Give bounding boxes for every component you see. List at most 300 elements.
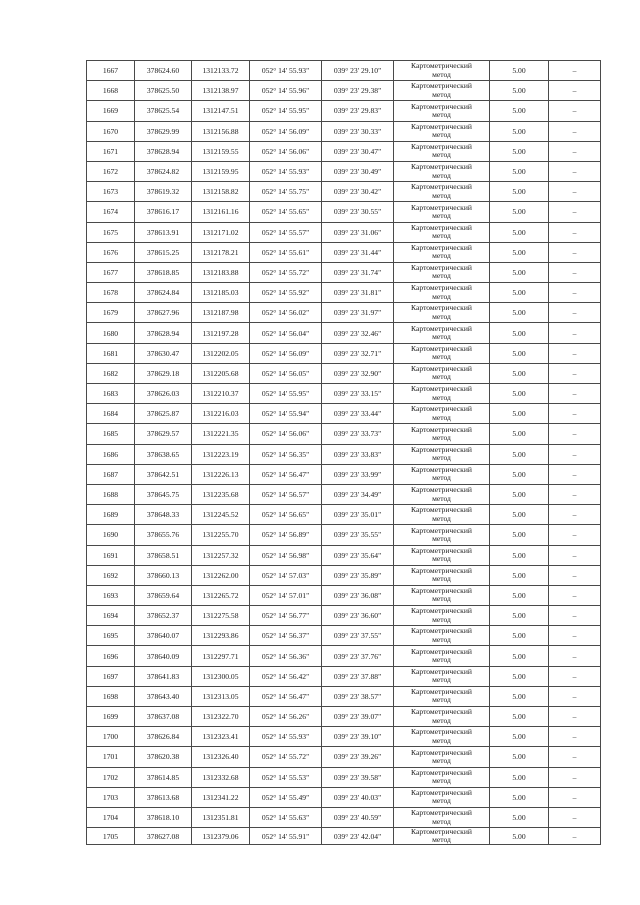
method-cell (394, 323, 490, 343)
latitude-cell: 052° 14' 55.63" (250, 807, 322, 827)
longitude-cell: 039° 23' 31.74" (322, 262, 394, 282)
method-line-2: метод (432, 816, 451, 826)
x-coordinate-cell: 378618.10 (135, 807, 192, 827)
point-number-cell: 1680 (87, 323, 135, 343)
method-cell (394, 222, 490, 242)
latitude-cell: 052° 14' 55.91" (250, 828, 322, 845)
method-cell (394, 565, 490, 585)
x-coordinate-cell: 378616.17 (135, 202, 192, 222)
x-coordinate-cell: 378629.99 (135, 121, 192, 141)
accuracy-cell: 5.00 (490, 525, 549, 545)
note-cell: – (549, 646, 601, 666)
table-row (87, 807, 601, 827)
x-coordinate-cell: 378624.60 (135, 61, 192, 81)
method-cell (394, 484, 490, 504)
point-number-cell: 1692 (87, 565, 135, 585)
note-cell: – (549, 202, 601, 222)
longitude-cell: 039° 23' 35.89" (322, 565, 394, 585)
method-cell (394, 646, 490, 666)
table-row (87, 81, 601, 101)
longitude-cell: 039° 23' 30.42" (322, 182, 394, 202)
method-line-1: Картометрический (411, 485, 472, 495)
point-number-cell: 1705 (87, 828, 135, 845)
x-coordinate-cell: 378627.96 (135, 303, 192, 323)
point-number-cell: 1682 (87, 363, 135, 383)
method-cell (394, 121, 490, 141)
y-coordinate-cell: 1312205.68 (192, 363, 250, 383)
longitude-cell: 039° 23' 35.55" (322, 525, 394, 545)
table-row (87, 606, 601, 626)
method-line-2: метод (432, 574, 451, 584)
point-number-cell: 1699 (87, 707, 135, 727)
table-row (87, 464, 601, 484)
method-line-1: Картометрический (411, 364, 472, 373)
longitude-cell: 039° 23' 42.04" (322, 828, 394, 845)
note-cell: – (549, 242, 601, 262)
method-line-1: Картометрический (411, 747, 472, 757)
method-line-1: Картометрический (411, 808, 472, 818)
accuracy-cell: 5.00 (490, 343, 549, 363)
note-cell: – (549, 767, 601, 787)
longitude-cell: 039° 23' 40.03" (322, 787, 394, 807)
table-row (87, 828, 601, 845)
note-cell: – (549, 343, 601, 363)
method-line-1: Картометрический (411, 444, 472, 454)
y-coordinate-cell: 1312223.19 (192, 444, 250, 464)
x-coordinate-cell: 378658.51 (135, 545, 192, 565)
table-row (87, 525, 601, 545)
x-coordinate-cell: 378624.84 (135, 283, 192, 303)
method-line-2: метод (432, 776, 451, 786)
method-line-2: метод (432, 291, 451, 301)
note-cell: – (549, 565, 601, 585)
latitude-cell: 052° 14' 55.72" (250, 747, 322, 767)
method-line-2: метод (432, 150, 451, 160)
y-coordinate-cell: 1312379.06 (192, 828, 250, 845)
point-number-cell: 1684 (87, 404, 135, 424)
method-line-1: Картометрический (411, 687, 472, 696)
accuracy-cell: 5.00 (490, 707, 549, 727)
y-coordinate-cell: 1312245.52 (192, 505, 250, 525)
table-row (87, 61, 601, 81)
method-line-1: Картометрический (411, 101, 472, 111)
method-line-2: метод (432, 89, 451, 99)
longitude-cell: 039° 23' 31.44" (322, 242, 394, 262)
point-number-cell: 1704 (87, 807, 135, 827)
x-coordinate-cell: 378625.87 (135, 404, 192, 424)
method-cell (394, 767, 490, 787)
y-coordinate-cell: 1312235.68 (192, 484, 250, 504)
longitude-cell: 039° 23' 32.90" (322, 363, 394, 383)
x-coordinate-cell: 378624.82 (135, 161, 192, 181)
table-row (87, 686, 601, 706)
x-coordinate-cell: 378659.64 (135, 585, 192, 605)
accuracy-cell: 5.00 (490, 384, 549, 404)
accuracy-cell: 5.00 (490, 626, 549, 646)
coordinates-table (86, 60, 601, 845)
latitude-cell: 052° 14' 56.37" (250, 626, 322, 646)
longitude-cell: 039° 23' 30.47" (322, 141, 394, 161)
point-number-cell: 1681 (87, 343, 135, 363)
table-row (87, 343, 601, 363)
point-number-cell: 1696 (87, 646, 135, 666)
longitude-cell: 039° 23' 29.38" (322, 81, 394, 101)
method-line-2: метод (432, 695, 451, 705)
accuracy-cell: 5.00 (490, 606, 549, 626)
method-cell (394, 444, 490, 464)
x-coordinate-cell: 378638.65 (135, 444, 192, 464)
longitude-cell: 039° 23' 34.49" (322, 484, 394, 504)
method-line-2: метод (432, 634, 451, 644)
accuracy-cell: 5.00 (490, 585, 549, 605)
accuracy-cell: 5.00 (490, 505, 549, 525)
method-line-2: метод (432, 675, 451, 685)
note-cell: – (549, 303, 601, 323)
method-cell (394, 262, 490, 282)
method-cell (394, 81, 490, 101)
note-cell: – (549, 807, 601, 827)
longitude-cell: 039° 23' 32.46" (322, 323, 394, 343)
accuracy-cell: 5.00 (490, 303, 549, 323)
accuracy-cell: 5.00 (490, 807, 549, 827)
method-line-1: Картометрический (411, 767, 472, 777)
method-line-2: метод (432, 392, 451, 402)
point-number-cell: 1686 (87, 444, 135, 464)
accuracy-cell: 5.00 (490, 727, 549, 747)
y-coordinate-cell: 1312257.32 (192, 545, 250, 565)
method-line-1: Картометрический (411, 141, 472, 151)
latitude-cell: 052° 14' 57.03" (250, 565, 322, 585)
table-row (87, 626, 601, 646)
note-cell: – (549, 727, 601, 747)
note-cell: – (549, 222, 601, 242)
method-line-1: Картометрический (411, 303, 472, 313)
accuracy-cell: 5.00 (490, 747, 549, 767)
y-coordinate-cell: 1312275.58 (192, 606, 250, 626)
table-row (87, 303, 601, 323)
y-coordinate-cell: 1312341.22 (192, 787, 250, 807)
y-coordinate-cell: 1312332.68 (192, 767, 250, 787)
accuracy-cell: 5.00 (490, 565, 549, 585)
x-coordinate-cell: 378628.94 (135, 141, 192, 161)
y-coordinate-cell: 1312226.13 (192, 464, 250, 484)
y-coordinate-cell: 1312158.82 (192, 182, 250, 202)
method-line-2: метод (432, 614, 451, 624)
latitude-cell: 052° 14' 55.95" (250, 101, 322, 121)
latitude-cell: 052° 14' 56.26" (250, 707, 322, 727)
y-coordinate-cell: 1312297.71 (192, 646, 250, 666)
note-cell: – (549, 505, 601, 525)
latitude-cell: 052° 14' 55.93" (250, 161, 322, 181)
note-cell: – (549, 666, 601, 686)
longitude-cell: 039° 23' 36.60" (322, 606, 394, 626)
note-cell: – (549, 707, 601, 727)
note-cell: – (549, 161, 601, 181)
method-line-2: метод (432, 594, 451, 604)
longitude-cell: 039° 23' 33.44" (322, 404, 394, 424)
x-coordinate-cell: 378648.33 (135, 505, 192, 525)
y-coordinate-cell: 1312159.55 (192, 141, 250, 161)
method-line-1: Картометрический (411, 343, 472, 353)
accuracy-cell: 5.00 (490, 262, 549, 282)
note-cell: – (549, 182, 601, 202)
longitude-cell: 039° 23' 35.64" (322, 545, 394, 565)
x-coordinate-cell: 378655.76 (135, 525, 192, 545)
method-line-2: метод (432, 755, 451, 765)
accuracy-cell: 5.00 (490, 323, 549, 343)
y-coordinate-cell: 1312323.41 (192, 727, 250, 747)
table-row (87, 101, 601, 121)
point-number-cell: 1675 (87, 222, 135, 242)
method-cell (394, 283, 490, 303)
longitude-cell: 039° 23' 39.07" (322, 707, 394, 727)
table-row (87, 545, 601, 565)
longitude-cell: 039° 23' 39.58" (322, 767, 394, 787)
point-number-cell: 1671 (87, 141, 135, 161)
point-number-cell: 1691 (87, 545, 135, 565)
method-line-2: метод (432, 432, 451, 442)
y-coordinate-cell: 1312159.95 (192, 161, 250, 181)
table-row (87, 505, 601, 525)
latitude-cell: 052° 14' 56.57" (250, 484, 322, 504)
x-coordinate-cell: 378618.85 (135, 262, 192, 282)
method-line-1: Картометрический (411, 242, 472, 252)
point-number-cell: 1702 (87, 767, 135, 787)
x-coordinate-cell: 378619.32 (135, 182, 192, 202)
accuracy-cell: 5.00 (490, 828, 549, 845)
point-number-cell: 1700 (87, 727, 135, 747)
y-coordinate-cell: 1312322.70 (192, 707, 250, 727)
longitude-cell: 039° 23' 39.10" (322, 727, 394, 747)
latitude-cell: 052° 14' 55.65" (250, 202, 322, 222)
note-cell: – (549, 283, 601, 303)
table-row (87, 666, 601, 686)
point-number-cell: 1679 (87, 303, 135, 323)
method-cell (394, 666, 490, 686)
table-row (87, 424, 601, 444)
x-coordinate-cell: 378626.84 (135, 727, 192, 747)
latitude-cell: 052° 14' 56.42" (250, 666, 322, 686)
latitude-cell: 052° 14' 56.98" (250, 545, 322, 565)
point-number-cell: 1672 (87, 161, 135, 181)
longitude-cell: 039° 23' 36.08" (322, 585, 394, 605)
point-number-cell: 1676 (87, 242, 135, 262)
method-cell (394, 343, 490, 363)
method-cell (394, 787, 490, 807)
latitude-cell: 052° 14' 56.02" (250, 303, 322, 323)
accuracy-cell: 5.00 (490, 101, 549, 121)
accuracy-cell: 5.00 (490, 61, 549, 81)
longitude-cell: 039° 23' 31.81" (322, 283, 394, 303)
method-line-2: метод (432, 109, 451, 119)
method-line-2: метод (432, 412, 451, 422)
table-row (87, 363, 601, 383)
y-coordinate-cell: 1312313.05 (192, 686, 250, 706)
method-line-1: Картометрический (411, 424, 472, 434)
y-coordinate-cell: 1312293.86 (192, 626, 250, 646)
method-cell (394, 626, 490, 646)
method-cell (394, 182, 490, 202)
method-line-1: Картометрический (411, 787, 472, 797)
latitude-cell: 052° 14' 56.47" (250, 686, 322, 706)
method-cell (394, 686, 490, 706)
y-coordinate-cell: 1312197.28 (192, 323, 250, 343)
accuracy-cell: 5.00 (490, 141, 549, 161)
y-coordinate-cell: 1312351.81 (192, 807, 250, 827)
method-cell (394, 61, 490, 81)
method-cell (394, 585, 490, 605)
method-line-2: метод (432, 231, 451, 241)
longitude-cell: 039° 23' 35.01" (322, 505, 394, 525)
table-row (87, 202, 601, 222)
accuracy-cell: 5.00 (490, 242, 549, 262)
note-cell: – (549, 828, 601, 845)
method-cell (394, 707, 490, 727)
longitude-cell: 039° 23' 37.88" (322, 666, 394, 686)
x-coordinate-cell: 378627.08 (135, 828, 192, 845)
latitude-cell: 052° 14' 55.93" (250, 61, 322, 81)
point-number-cell: 1673 (87, 182, 135, 202)
longitude-cell: 039° 23' 39.26" (322, 747, 394, 767)
table-row (87, 484, 601, 504)
method-cell (394, 303, 490, 323)
method-cell (394, 747, 490, 767)
x-coordinate-cell: 378628.94 (135, 323, 192, 343)
note-cell: – (549, 61, 601, 81)
latitude-cell: 052° 14' 56.06" (250, 424, 322, 444)
method-cell (394, 606, 490, 626)
x-coordinate-cell: 378660.13 (135, 565, 192, 585)
method-cell (394, 404, 490, 424)
method-cell (394, 141, 490, 161)
method-line-2: метод (432, 311, 451, 321)
method-cell (394, 525, 490, 545)
y-coordinate-cell: 1312187.98 (192, 303, 250, 323)
accuracy-cell: 5.00 (490, 464, 549, 484)
longitude-cell: 039° 23' 33.83" (322, 444, 394, 464)
point-number-cell: 1694 (87, 606, 135, 626)
method-cell (394, 505, 490, 525)
longitude-cell: 039° 23' 29.10" (322, 61, 394, 81)
longitude-cell: 039° 23' 31.97" (322, 303, 394, 323)
method-line-2: метод (432, 513, 451, 523)
x-coordinate-cell: 378629.57 (135, 424, 192, 444)
accuracy-cell: 5.00 (490, 787, 549, 807)
method-cell (394, 424, 490, 444)
table-row (87, 182, 601, 202)
method-line-1: Картометрический (411, 182, 472, 192)
point-number-cell: 1668 (87, 81, 135, 101)
longitude-cell: 039° 23' 37.76" (322, 646, 394, 666)
accuracy-cell: 5.00 (490, 81, 549, 101)
latitude-cell: 052° 14' 56.06" (250, 141, 322, 161)
method-line-1: Картометрический (411, 404, 472, 414)
method-line-2: метод (432, 271, 451, 281)
table-row (87, 707, 601, 727)
method-line-2: метод (432, 190, 451, 200)
table-row (87, 242, 601, 262)
table-row (87, 787, 601, 807)
method-line-1: Картометрический (411, 626, 472, 636)
point-number-cell: 1693 (87, 585, 135, 605)
method-line-2: метод (432, 372, 451, 382)
latitude-cell: 052° 14' 55.95" (250, 384, 322, 404)
table-row (87, 121, 601, 141)
x-coordinate-cell: 378630.47 (135, 343, 192, 363)
method-line-1: Картометрический (411, 586, 472, 596)
method-line-1: Картометрический (411, 707, 472, 717)
note-cell: – (549, 363, 601, 383)
longitude-cell: 039° 23' 33.15" (322, 384, 394, 404)
note-cell: – (549, 121, 601, 141)
note-cell: – (549, 404, 601, 424)
table-row (87, 323, 601, 343)
latitude-cell: 052° 14' 55.92" (250, 283, 322, 303)
longitude-cell: 039° 23' 31.06" (322, 222, 394, 242)
method-cell (394, 727, 490, 747)
table-row (87, 585, 601, 605)
latitude-cell: 052° 14' 55.94" (250, 404, 322, 424)
method-cell (394, 101, 490, 121)
table-row (87, 565, 601, 585)
method-line-2: метод (432, 493, 451, 503)
point-number-cell: 1697 (87, 666, 135, 686)
latitude-cell: 052° 14' 56.36" (250, 646, 322, 666)
x-coordinate-cell: 378641.83 (135, 666, 192, 686)
method-line-1: Картометрический (411, 283, 472, 293)
y-coordinate-cell: 1312147.51 (192, 101, 250, 121)
table-row (87, 767, 601, 787)
method-line-1: Картометрический (411, 525, 472, 535)
method-line-2: метод (432, 130, 451, 140)
latitude-cell: 052° 14' 55.72" (250, 262, 322, 282)
method-line-2: метод (432, 715, 451, 725)
note-cell: – (549, 606, 601, 626)
x-coordinate-cell: 378640.07 (135, 626, 192, 646)
point-number-cell: 1695 (87, 626, 135, 646)
point-number-cell: 1687 (87, 464, 135, 484)
table-body (87, 61, 601, 845)
point-number-cell: 1690 (87, 525, 135, 545)
longitude-cell: 039° 23' 30.33" (322, 121, 394, 141)
longitude-cell: 039° 23' 33.73" (322, 424, 394, 444)
latitude-cell: 052° 14' 57.01" (250, 585, 322, 605)
point-number-cell: 1689 (87, 505, 135, 525)
latitude-cell: 052° 14' 56.77" (250, 606, 322, 626)
y-coordinate-cell: 1312216.03 (192, 404, 250, 424)
longitude-cell: 039° 23' 29.83" (322, 101, 394, 121)
y-coordinate-cell: 1312171.02 (192, 222, 250, 242)
x-coordinate-cell: 378625.50 (135, 81, 192, 101)
accuracy-cell: 5.00 (490, 424, 549, 444)
x-coordinate-cell: 378629.18 (135, 363, 192, 383)
point-number-cell: 1667 (87, 61, 135, 81)
note-cell: – (549, 424, 601, 444)
accuracy-cell: 5.00 (490, 484, 549, 504)
y-coordinate-cell: 1312210.37 (192, 384, 250, 404)
method-cell (394, 161, 490, 181)
note-cell: – (549, 141, 601, 161)
x-coordinate-cell: 378625.54 (135, 101, 192, 121)
x-coordinate-cell: 378614.85 (135, 767, 192, 787)
accuracy-cell: 5.00 (490, 182, 549, 202)
table-row (87, 141, 601, 161)
table-row (87, 161, 601, 181)
method-line-2: метод (432, 69, 451, 79)
table-row (87, 222, 601, 242)
accuracy-cell: 5.00 (490, 404, 549, 424)
table-row (87, 384, 601, 404)
